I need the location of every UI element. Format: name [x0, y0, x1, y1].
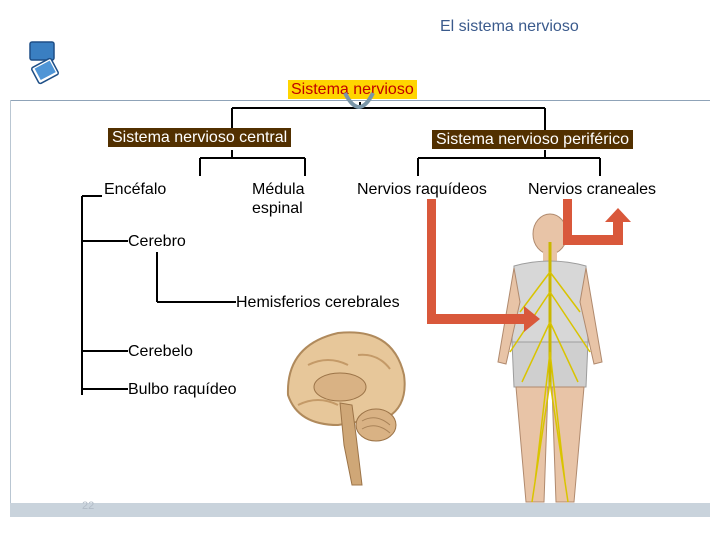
- central-node-label: Sistema nervioso central: [108, 128, 291, 147]
- arrow-craneales: [563, 198, 631, 245]
- hemisferios-label: Hemisferios cerebrales: [236, 294, 400, 311]
- medula-label: [250, 180, 306, 218]
- nervios-craneales-label: Nervios craneales: [528, 181, 657, 198]
- root-decoration-ring: [341, 91, 377, 113]
- cerebro-label: Cerebro: [128, 233, 186, 250]
- nervios-raquideos-label: Nervios raquídeos: [357, 181, 487, 198]
- page-number: 22: [82, 500, 95, 512]
- encefalo-label: Encéfalo: [104, 181, 167, 198]
- medula-label-line2: espinal: [252, 200, 303, 217]
- cerebelo-label: Cerebelo: [128, 343, 193, 360]
- medula-label-line1: Médula: [252, 181, 305, 198]
- peripheral-node-label: Sistema nervioso periférico: [432, 130, 633, 149]
- bulbo-label: Bulbo raquídeo: [128, 381, 237, 398]
- arrow-raquideos: [427, 198, 540, 332]
- slide-title: El sistema nervioso: [440, 18, 579, 35]
- root-node-label: Sistema nervioso: [288, 80, 417, 99]
